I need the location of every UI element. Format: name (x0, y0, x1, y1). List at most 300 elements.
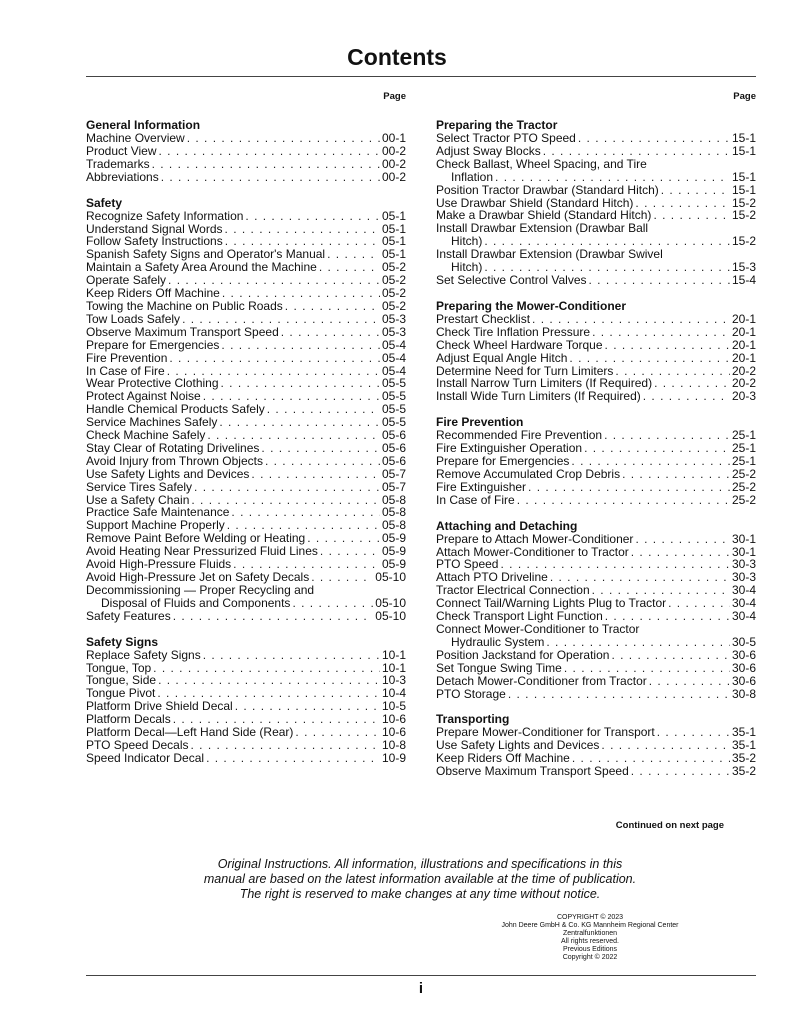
toc-entry[interactable] (86, 210, 406, 223)
entry-page: 05-10 (375, 608, 406, 623)
entry-page: 15-2 (731, 195, 756, 210)
entry-page: 10-1 (381, 660, 406, 675)
entry-title: Attach Mower-Conditioner to Tractor (436, 544, 629, 559)
entry-title: Use Safety Lights and Devices (86, 466, 250, 481)
page-title: Contents (347, 44, 447, 70)
entry-page: 00-1 (381, 131, 406, 145)
dot-leader (194, 481, 380, 494)
dot-leader (182, 313, 380, 326)
dot-leader (235, 700, 380, 713)
entry-page: 35-1 (731, 738, 756, 753)
entry-page: 05-4 (381, 363, 406, 378)
toc-section (436, 300, 756, 403)
entry-page: 05-7 (381, 479, 406, 494)
entry-page: 35-2 (731, 764, 756, 779)
entry-page: 20-1 (731, 350, 756, 365)
dot-leader (654, 377, 730, 390)
toc-entry[interactable] (436, 455, 756, 468)
toc-sections (436, 119, 756, 778)
toc-entry[interactable] (436, 339, 756, 352)
entry-title: Decommissioning — Proper Recycling and (86, 582, 315, 597)
dot-leader (528, 481, 730, 494)
entry-title: Avoid High-Pressure Jet on Safety Decals (86, 570, 310, 584)
toc-entry[interactable] (436, 688, 756, 701)
entry-page: 15-3 (731, 260, 756, 275)
dot-leader (495, 171, 730, 184)
entry-page: 05-1 (381, 221, 406, 236)
entry-title: Protect Against Noise (86, 389, 201, 404)
toc-entry[interactable] (86, 739, 406, 752)
entry-title: Use a Safety Chain (86, 492, 190, 507)
toc-entry[interactable] (86, 145, 406, 158)
entry-page: 15-4 (731, 272, 756, 287)
toc-section (86, 119, 406, 184)
entry-page: 30-1 (731, 531, 756, 546)
entry-page: 10-3 (381, 673, 406, 688)
entry-title: Tongue, Side (86, 673, 157, 688)
toc-entry-line (436, 222, 756, 235)
entry-title: Understand Signal Words (86, 221, 223, 236)
copyright-line: Copyright © 2022 (562, 954, 618, 961)
dot-leader (158, 145, 379, 158)
entry-page: 05-2 (381, 260, 406, 275)
entry-page: 15-1 (731, 182, 756, 197)
entry-title: Spanish Safety Signs and Operator's Manual (86, 247, 326, 262)
entry-title: Adjust Equal Angle Hitch (436, 350, 568, 365)
dot-leader (161, 171, 380, 184)
toc-right-column (436, 91, 756, 791)
entry-page: 20-1 (731, 324, 756, 339)
toc-entry[interactable] (86, 571, 406, 584)
entry-page: 10-6 (381, 725, 406, 740)
entry-title: Prepare for Emergencies (436, 454, 570, 469)
section-title: Fire Prevention (436, 415, 524, 430)
toc-entry[interactable] (86, 429, 406, 442)
dot-leader (657, 726, 730, 739)
toc-entry[interactable] (436, 675, 756, 688)
entry-title: PTO Storage (436, 686, 506, 701)
dot-leader (207, 429, 380, 442)
entry-title: Maintain a Safety Area Around the Machine (86, 260, 317, 275)
entry-title: Position Tractor Drawbar (Standard Hitch) (436, 182, 659, 197)
toc-entry[interactable] (436, 662, 756, 675)
entry-title: Recommended Fire Prevention (436, 428, 603, 443)
dot-leader (173, 610, 374, 623)
dot-leader (221, 377, 380, 390)
notice-line: The right is reserved to make changes at any time without notice. (239, 887, 601, 901)
dot-leader (152, 158, 380, 171)
entry-title: Determine Need for Turn Limiters (436, 363, 614, 378)
entry-title: Product View (86, 143, 157, 158)
entry-page: 05-7 (381, 466, 406, 481)
entry-title: Platform Decal—Left Hand Side (Rear) (86, 725, 294, 740)
toc-entry[interactable] (436, 326, 756, 339)
entry-title: Check Wheel Hardware Torque (436, 337, 603, 352)
dot-leader (265, 455, 380, 468)
copyright-line: John Deere GmbH & Co. KG Mannheim Regional Center (501, 922, 679, 929)
entry-title: PTO Speed (436, 557, 499, 572)
entry-page: 05-8 (381, 505, 406, 520)
dot-leader (601, 739, 730, 752)
entry-page: 05-9 (381, 544, 406, 559)
entry-page: 25-1 (731, 454, 756, 469)
dot-leader (221, 339, 380, 352)
dot-leader (543, 145, 730, 158)
entry-page: 05-2 (381, 298, 406, 313)
entry-title: Follow Safety Instructions (86, 234, 223, 249)
dot-leader (517, 494, 730, 507)
entry-page: 00-2 (381, 143, 406, 158)
entry-title: Tow Loads Safely (86, 311, 181, 326)
dot-leader (225, 223, 380, 236)
dot-leader (532, 313, 730, 326)
entry-page: 05-6 (381, 440, 406, 455)
toc-entry[interactable] (436, 352, 756, 365)
entry-page: 05-10 (375, 570, 406, 584)
entry-title: Remove Accumulated Crop Debris (436, 466, 621, 481)
entry-page: 30-4 (731, 596, 756, 611)
toc-entry[interactable] (436, 145, 756, 158)
dot-leader (206, 752, 380, 765)
entry-title-continued: Inflation (451, 169, 494, 184)
entry-title: Service Tires Safely (86, 479, 193, 494)
entry-title: Tractor Electrical Connection (436, 583, 590, 598)
entry-page: 20-2 (731, 363, 756, 378)
copyright-block (480, 914, 700, 962)
toc-left-column (86, 91, 406, 778)
entry-page: 05-8 (381, 518, 406, 533)
dot-leader (631, 765, 730, 778)
entry-page: 05-2 (381, 273, 406, 288)
toc-entry[interactable] (436, 649, 756, 662)
toc-entry[interactable] (436, 636, 756, 649)
dot-leader (631, 546, 730, 559)
entry-title: Remove Paint Before Welding or Heating (86, 531, 306, 546)
entry-page: 25-1 (731, 428, 756, 443)
entry-page: 30-4 (731, 609, 756, 624)
entry-page: 05-1 (381, 247, 406, 262)
toc-entry-line (436, 158, 756, 171)
entry-title: Observe Maximum Transport Speed (86, 324, 279, 339)
entry-title: Prepare to Attach Mower-Conditioner (436, 531, 634, 546)
entry-page: 30-6 (731, 647, 756, 662)
dot-leader (281, 326, 380, 339)
entry-title: Service Machines Safely (86, 415, 218, 430)
entry-title: Connect Mower-Conditioner to Tractor (436, 622, 640, 636)
entry-title: Fire Extinguisher Operation (436, 441, 583, 456)
entry-page: 20-1 (731, 337, 756, 352)
dot-leader (592, 326, 730, 339)
entry-page: 05-4 (381, 337, 406, 352)
section-title: Preparing the Tractor (436, 118, 558, 132)
toc-entry[interactable] (436, 390, 756, 403)
entry-title: Set Tongue Swing Time (436, 660, 562, 675)
copyright-line: Zentralfunktionen (562, 930, 618, 937)
entry-title: Platform Drive Shield Decal (86, 699, 233, 714)
dot-leader (564, 662, 730, 675)
entry-page: 20-1 (731, 311, 756, 326)
dot-leader (231, 506, 380, 519)
entry-title: Connect Tail/Warning Lights Plug to Tractor (436, 596, 667, 611)
entry-title: Tongue, Top (86, 660, 152, 675)
entry-page: 25-1 (731, 441, 756, 456)
section-title: Preparing the Mower-Conditioner (436, 298, 627, 313)
dot-leader (307, 532, 380, 545)
entry-page: 00-2 (381, 156, 406, 171)
toc-entry[interactable] (86, 326, 406, 339)
toc-section (86, 636, 406, 765)
entry-page: 05-6 (381, 453, 406, 468)
dot-leader (661, 184, 730, 197)
entry-title: Check Tire Inflation Pressure (436, 324, 591, 339)
entry-title: Prepare for Emergencies (86, 337, 220, 352)
copyright-line: All rights reserved. (561, 938, 619, 945)
dot-leader (251, 468, 380, 481)
toc-section (436, 713, 756, 778)
entry-page: 20-3 (731, 389, 756, 404)
dot-leader (267, 403, 380, 416)
entry-page: 30-1 (731, 544, 756, 559)
toc-entry[interactable] (86, 132, 406, 145)
dot-leader (643, 390, 730, 403)
entry-title: Check Transport Light Function (436, 609, 603, 624)
section-title: Safety Signs (86, 634, 159, 649)
entry-page: 30-4 (731, 583, 756, 598)
dot-leader (261, 442, 380, 455)
dot-leader (508, 688, 730, 701)
dot-leader (635, 533, 730, 546)
toc-entry[interactable] (86, 455, 406, 468)
notice-line: Original Instructions. All information, illustrations and specifications in this (217, 857, 623, 871)
page-column-header: Page (733, 91, 756, 102)
entry-title: Platform Decals (86, 712, 171, 727)
entry-page: 05-8 (381, 492, 406, 507)
entry-title: Position Jackstand for Operation (436, 647, 610, 662)
toc-entry[interactable] (86, 339, 406, 352)
dot-leader (668, 597, 730, 610)
copyright-line: COPYRIGHT © 2023 (556, 914, 624, 921)
dot-leader (546, 636, 730, 649)
entry-title: Practice Safe Maintenance (86, 505, 230, 520)
entry-title: Stay Clear of Rotating Drivelines (86, 440, 260, 455)
entry-title: Use Drawbar Shield (Standard Hitch) (436, 195, 634, 210)
toc-entry[interactable] (86, 313, 406, 326)
entry-page: 15-2 (731, 208, 756, 223)
toc-entry[interactable] (436, 132, 756, 145)
top-rule (86, 76, 756, 77)
toc-entry[interactable] (86, 649, 406, 662)
dot-leader (622, 468, 730, 481)
entry-page: 05-2 (381, 286, 406, 301)
continued-note: Continued on next page (615, 820, 724, 831)
entry-title: Safety Features (86, 608, 171, 623)
toc-entry[interactable] (436, 274, 756, 287)
toc-entry[interactable] (86, 442, 406, 455)
toc-entry[interactable] (86, 597, 406, 610)
entry-page: 05-9 (381, 557, 406, 572)
dot-leader (320, 545, 380, 558)
toc-entry[interactable] (436, 313, 756, 326)
entry-title: Make a Drawbar Shield (Standard Hitch) (436, 208, 652, 223)
entry-title: Use Safety Lights and Devices (436, 738, 600, 753)
entry-page: 10-4 (381, 686, 406, 701)
section-title: Attaching and Detaching (436, 518, 578, 533)
entry-title: Avoid Heating Near Pressurized Fluid Lines (86, 544, 318, 559)
entry-title: Attach PTO Driveline (436, 570, 548, 585)
toc-entry[interactable] (436, 468, 756, 481)
entry-title-continued: Hitch) (451, 234, 483, 249)
dot-leader (571, 455, 730, 468)
entry-page: 25-2 (731, 466, 756, 481)
entry-title: Speed Indicator Decal (86, 750, 205, 765)
dot-leader (584, 442, 730, 455)
toc-entry-line (436, 623, 756, 636)
entry-title: Trademarks (86, 156, 150, 171)
toc-entry[interactable] (436, 765, 756, 778)
entry-page: 35-2 (731, 751, 756, 766)
toc-entry[interactable] (86, 610, 406, 623)
section-title: Transporting (436, 712, 510, 727)
entry-title: Avoid Injury from Thrown Objects (86, 453, 263, 468)
entry-page: 25-2 (731, 492, 756, 507)
entry-title: Replace Safety Signs (86, 647, 201, 662)
toc-entry[interactable] (86, 300, 406, 313)
entry-title: In Case of Fire (436, 492, 515, 507)
entry-page: 15-1 (731, 143, 756, 158)
entry-title: Set Selective Control Valves (436, 272, 587, 287)
toc-entry-line (436, 248, 756, 261)
toc-entry[interactable] (436, 533, 756, 546)
entry-title-continued: Disposal of Fluids and Components (101, 595, 291, 610)
toc-entry[interactable] (86, 171, 406, 184)
entry-page: 05-4 (381, 350, 406, 365)
entry-page: 05-1 (381, 208, 406, 223)
section-title: General Information (86, 118, 201, 132)
entry-title: Prepare Mower-Conditioner for Transport (436, 725, 655, 740)
entry-page: 05-5 (381, 402, 406, 417)
dot-leader (203, 649, 380, 662)
toc-entry[interactable] (436, 184, 756, 197)
toc-entry-line (86, 584, 406, 597)
entry-title: Abbreviations (86, 169, 159, 184)
dot-leader (589, 274, 730, 287)
dot-leader (578, 132, 730, 145)
entry-title: Observe Maximum Transport Speed (436, 764, 629, 779)
copyright-line: Previous Editions (562, 946, 618, 953)
entry-title: Operate Safely (86, 273, 167, 288)
entry-page: 10-5 (381, 699, 406, 714)
toc-entry[interactable] (86, 352, 406, 365)
entry-title: Prestart Checklist (436, 311, 531, 326)
dot-leader (327, 248, 380, 261)
dot-leader (191, 739, 380, 752)
entry-page: 05-3 (381, 324, 406, 339)
entry-title: Handle Chemical Products Safely (86, 402, 265, 417)
entry-title: Select Tractor PTO Speed (436, 131, 576, 145)
dot-leader (219, 416, 380, 429)
dot-leader (653, 209, 730, 222)
toc-entry[interactable] (86, 158, 406, 171)
toc-section (436, 119, 756, 287)
toc-entry[interactable] (436, 481, 756, 494)
toc-entry[interactable] (86, 481, 406, 494)
entry-page: 05-5 (381, 376, 406, 391)
bottom-rule (86, 975, 756, 976)
toc-entry[interactable] (86, 468, 406, 481)
entry-page: 15-1 (731, 131, 756, 145)
entry-page: 30-3 (731, 557, 756, 572)
page-column-header: Page (383, 91, 406, 102)
entry-page: 00-2 (381, 169, 406, 184)
dot-leader (187, 132, 380, 145)
toc-entry[interactable] (86, 752, 406, 765)
dot-leader (604, 429, 730, 442)
entry-title: Fire Extinguisher (436, 479, 527, 494)
entry-title: Wear Protective Clothing (86, 376, 219, 391)
dot-leader (285, 300, 380, 313)
entry-page: 30-5 (731, 634, 756, 649)
entry-title: In Case of Fire (86, 363, 165, 378)
entry-page: 20-2 (731, 376, 756, 391)
entry-title: Adjust Sway Blocks (436, 143, 541, 158)
section-title: Safety (86, 195, 123, 210)
entry-page: 05-5 (381, 415, 406, 430)
toc-entry[interactable] (436, 171, 756, 184)
dot-leader (295, 726, 380, 739)
dot-leader (649, 675, 730, 688)
entry-title: Tongue Pivot (86, 686, 156, 701)
toc-entry[interactable] (436, 494, 756, 507)
entry-page: 35-1 (731, 725, 756, 740)
entry-page: 10-8 (381, 737, 406, 752)
publication-notice (120, 857, 720, 902)
entry-page: 05-3 (381, 311, 406, 326)
toc-section (436, 520, 756, 701)
entry-title-continued: Hitch) (451, 260, 483, 275)
entry-page: 15-1 (731, 169, 756, 184)
entry-title: Support Machine Properly (86, 518, 225, 533)
entry-title: Keep Riders Off Machine (86, 286, 220, 301)
entry-page: 10-6 (381, 712, 406, 727)
dot-leader (319, 261, 380, 274)
entry-title: Towing the Machine on Public Roads (86, 298, 283, 313)
entry-page: 10-1 (381, 647, 406, 662)
entry-title: PTO Speed Decals (86, 737, 189, 752)
entry-title: Recognize Safety Information (86, 208, 244, 223)
toc-sections (86, 119, 406, 765)
dot-leader (605, 339, 730, 352)
toc-section (86, 197, 406, 623)
dot-leader (611, 649, 730, 662)
notice-line: manual are based on the latest information available at the time of publication. (203, 872, 637, 886)
entry-page: 05-9 (381, 531, 406, 546)
entry-title-continued: Hydraulic System (451, 634, 545, 649)
entry-page: 05-6 (381, 428, 406, 443)
dot-leader (245, 210, 380, 223)
entry-title: Keep Riders Off Machine (436, 751, 570, 766)
dot-leader (169, 352, 380, 365)
dot-leader (569, 352, 730, 365)
dot-leader (153, 662, 380, 675)
entry-page: 30-3 (731, 570, 756, 585)
entry-page: 30-8 (731, 686, 756, 701)
entry-title: Install Drawbar Extension (Drawbar Swivel (436, 247, 663, 262)
entry-page: 30-6 (731, 673, 756, 688)
toc-section (436, 416, 756, 506)
dot-leader (311, 571, 373, 584)
entry-title: Check Machine Safely (86, 428, 206, 443)
entry-page: 05-10 (375, 595, 406, 610)
